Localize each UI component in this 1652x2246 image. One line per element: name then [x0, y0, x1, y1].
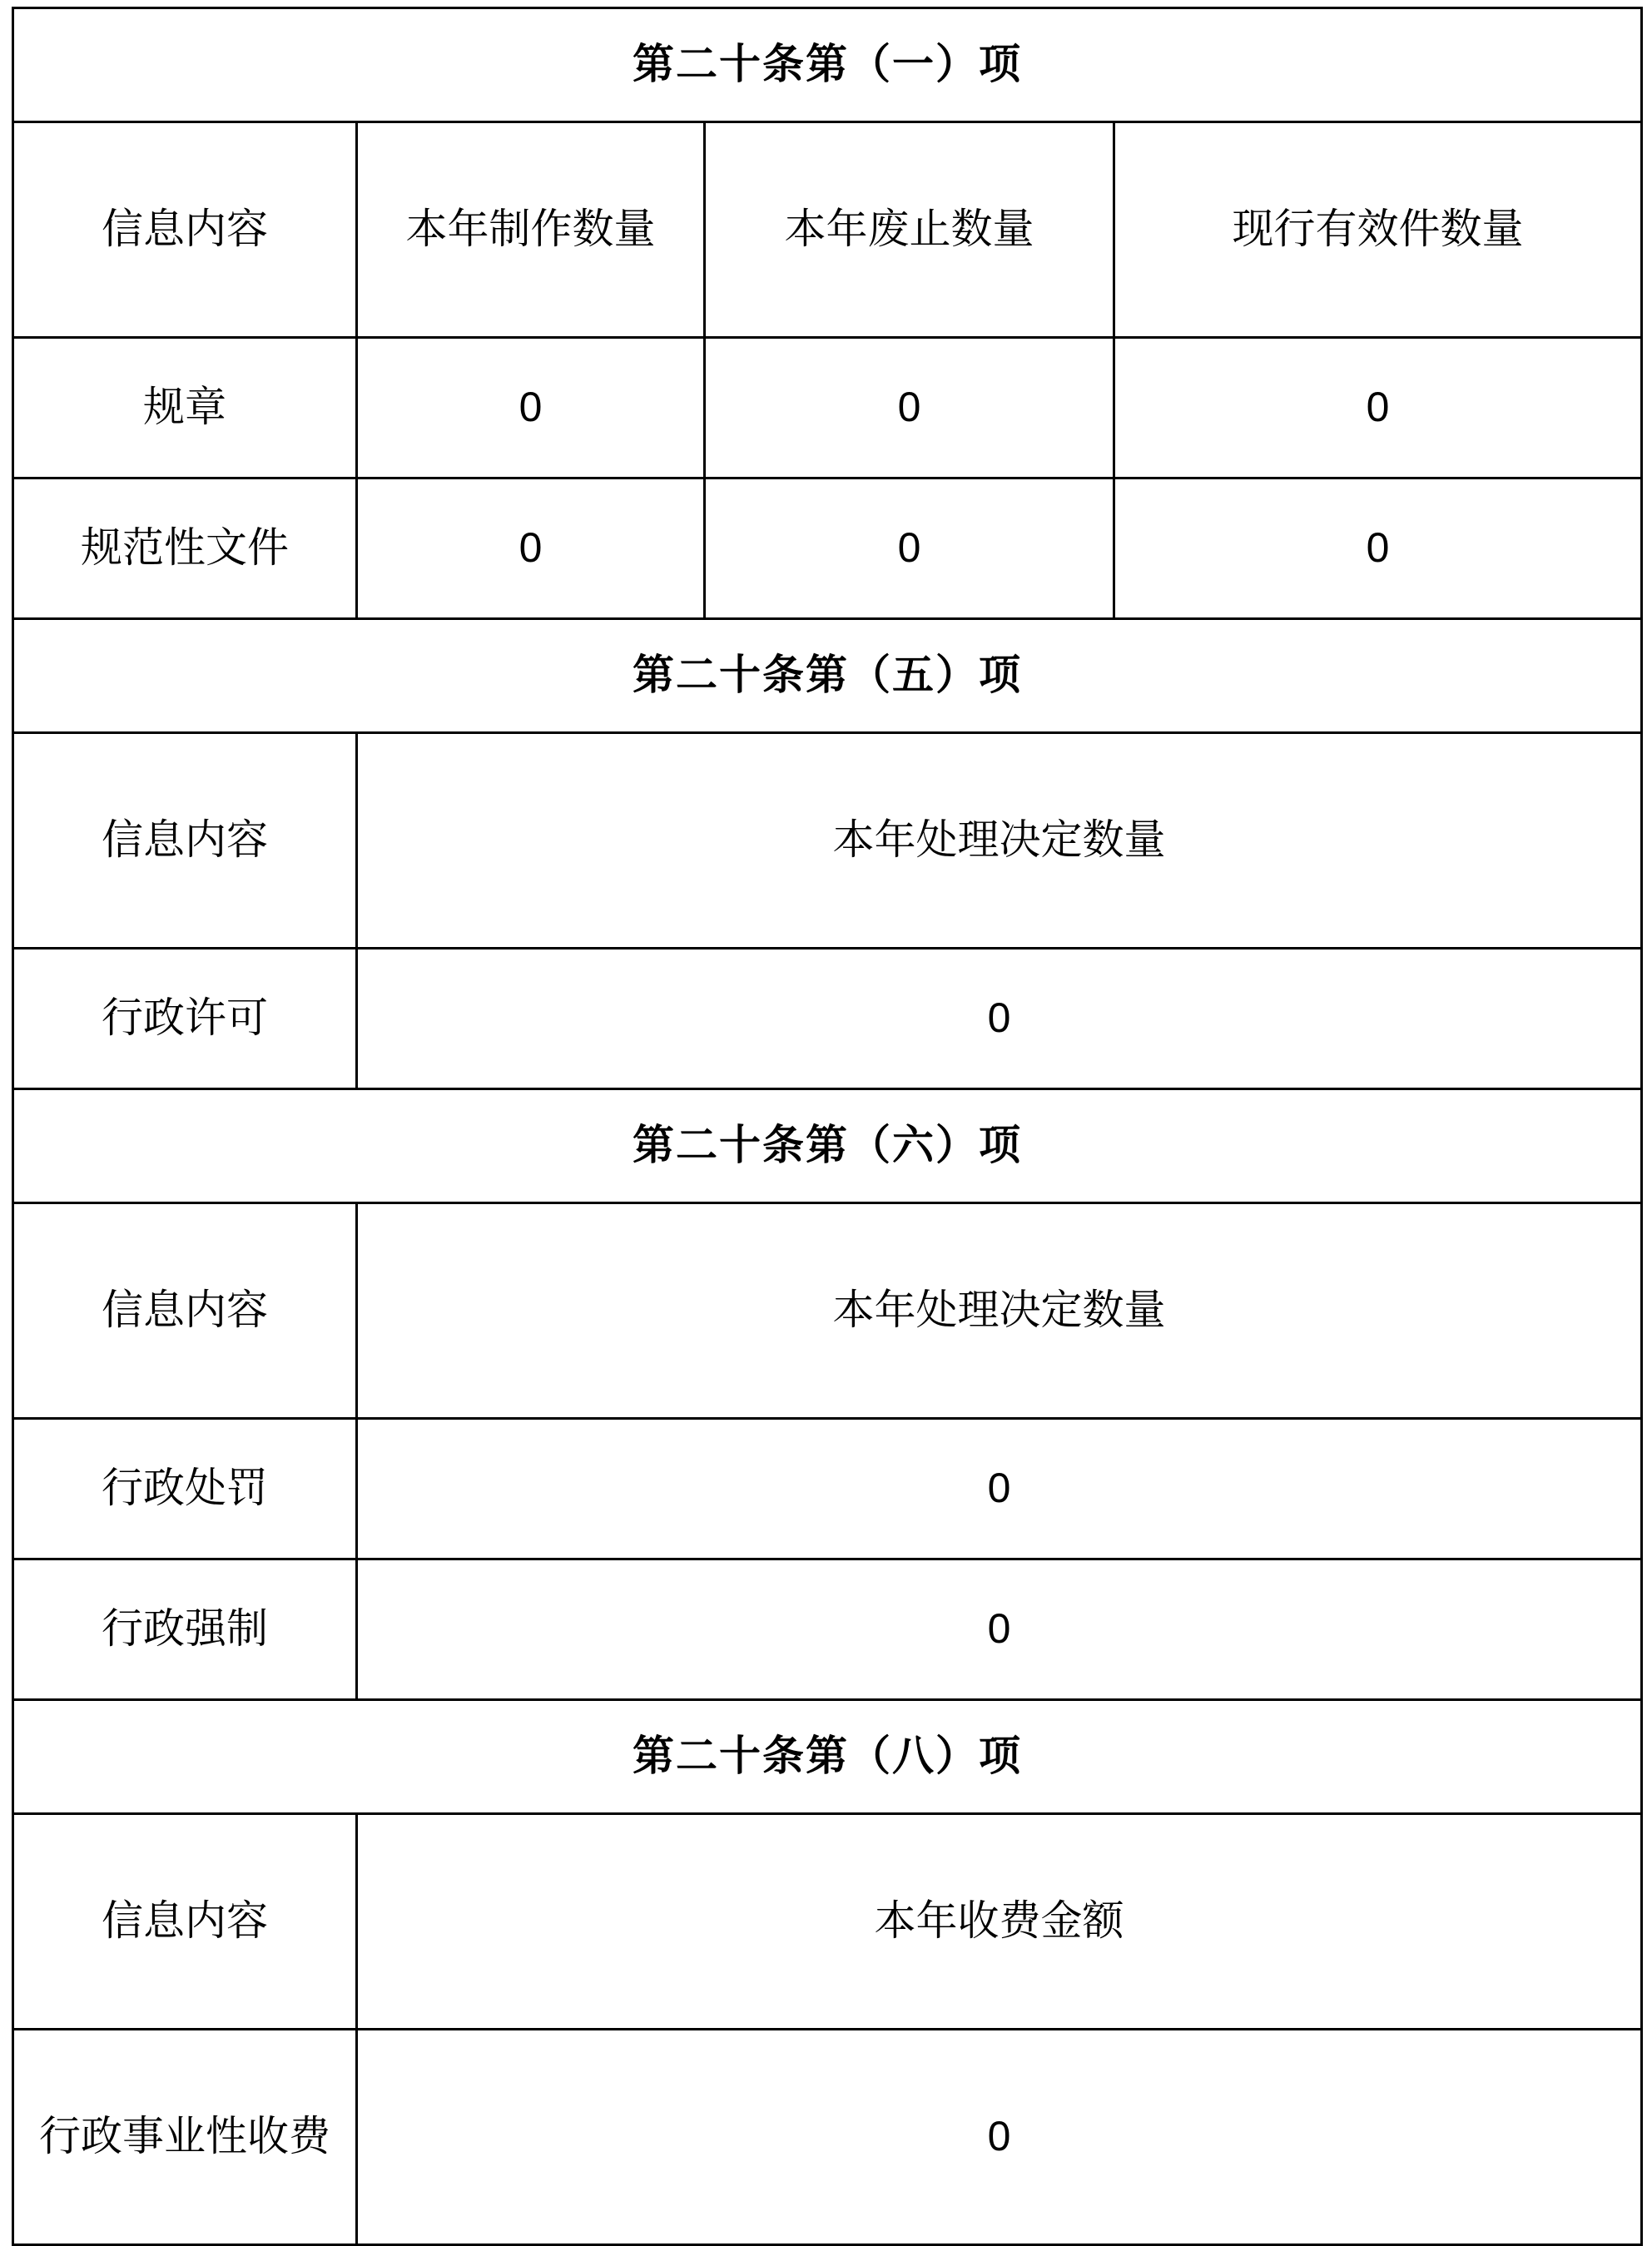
section-title-1: 第二十条第（一）项	[13, 8, 1642, 122]
row-label-administrative-fees: 行政事业性收费	[13, 2030, 357, 2245]
cell-administrative-compulsion-count: 0	[357, 1559, 1642, 1700]
cell-rules-made: 0	[357, 338, 705, 478]
header-decisions-this-year-1: 本年处理决定数量	[357, 733, 1642, 949]
cell-administrative-penalty-count: 0	[357, 1419, 1642, 1559]
table-row	[13, 949, 1642, 1089]
table-header-row	[13, 1203, 1642, 1419]
section-title-row	[13, 1700, 1642, 1814]
header-made-this-year: 本年制作数量	[357, 122, 705, 338]
cell-administrative-fees-amount: 0	[357, 2030, 1642, 2245]
section-title-3: 第二十条第（六）项	[13, 1089, 1642, 1203]
header-info-content-1: 信息内容	[13, 122, 357, 338]
table-row	[13, 2030, 1642, 2245]
section-title-2: 第二十条第（五）项	[13, 619, 1642, 733]
row-label-administrative-penalty: 行政处罚	[13, 1419, 357, 1559]
table-header-row	[13, 1814, 1642, 2030]
table-row	[13, 1559, 1642, 1700]
header-info-content-4: 信息内容	[13, 1814, 357, 2030]
row-label-administrative-compulsion: 行政强制	[13, 1559, 357, 1700]
table-header-row	[13, 122, 1642, 338]
cell-normative-effective: 0	[1114, 478, 1642, 619]
row-label-rules: 规章	[13, 338, 357, 478]
header-info-content-2: 信息内容	[13, 733, 357, 949]
section-title-row	[13, 619, 1642, 733]
table-row	[13, 338, 1642, 478]
cell-administrative-license-count: 0	[357, 949, 1642, 1089]
header-currently-effective: 现行有效件数量	[1114, 122, 1642, 338]
table-row	[13, 1419, 1642, 1559]
header-fees-this-year: 本年收费金额	[357, 1814, 1642, 2030]
header-info-content-3: 信息内容	[13, 1203, 357, 1419]
section-title-4: 第二十条第（八）项	[13, 1700, 1642, 1814]
header-decisions-this-year-2: 本年处理决定数量	[357, 1203, 1642, 1419]
cell-normative-made: 0	[357, 478, 705, 619]
cell-rules-effective: 0	[1114, 338, 1642, 478]
section-title-row	[13, 1089, 1642, 1203]
government-disclosure-report-table	[12, 7, 1643, 2246]
table-header-row	[13, 733, 1642, 949]
cell-normative-abolished: 0	[705, 478, 1114, 619]
section-title-row	[13, 8, 1642, 122]
row-label-normative-documents: 规范性文件	[13, 478, 357, 619]
row-label-administrative-license: 行政许可	[13, 949, 357, 1089]
header-abolished-this-year: 本年废止数量	[705, 122, 1114, 338]
table-row	[13, 478, 1642, 619]
cell-rules-abolished: 0	[705, 338, 1114, 478]
